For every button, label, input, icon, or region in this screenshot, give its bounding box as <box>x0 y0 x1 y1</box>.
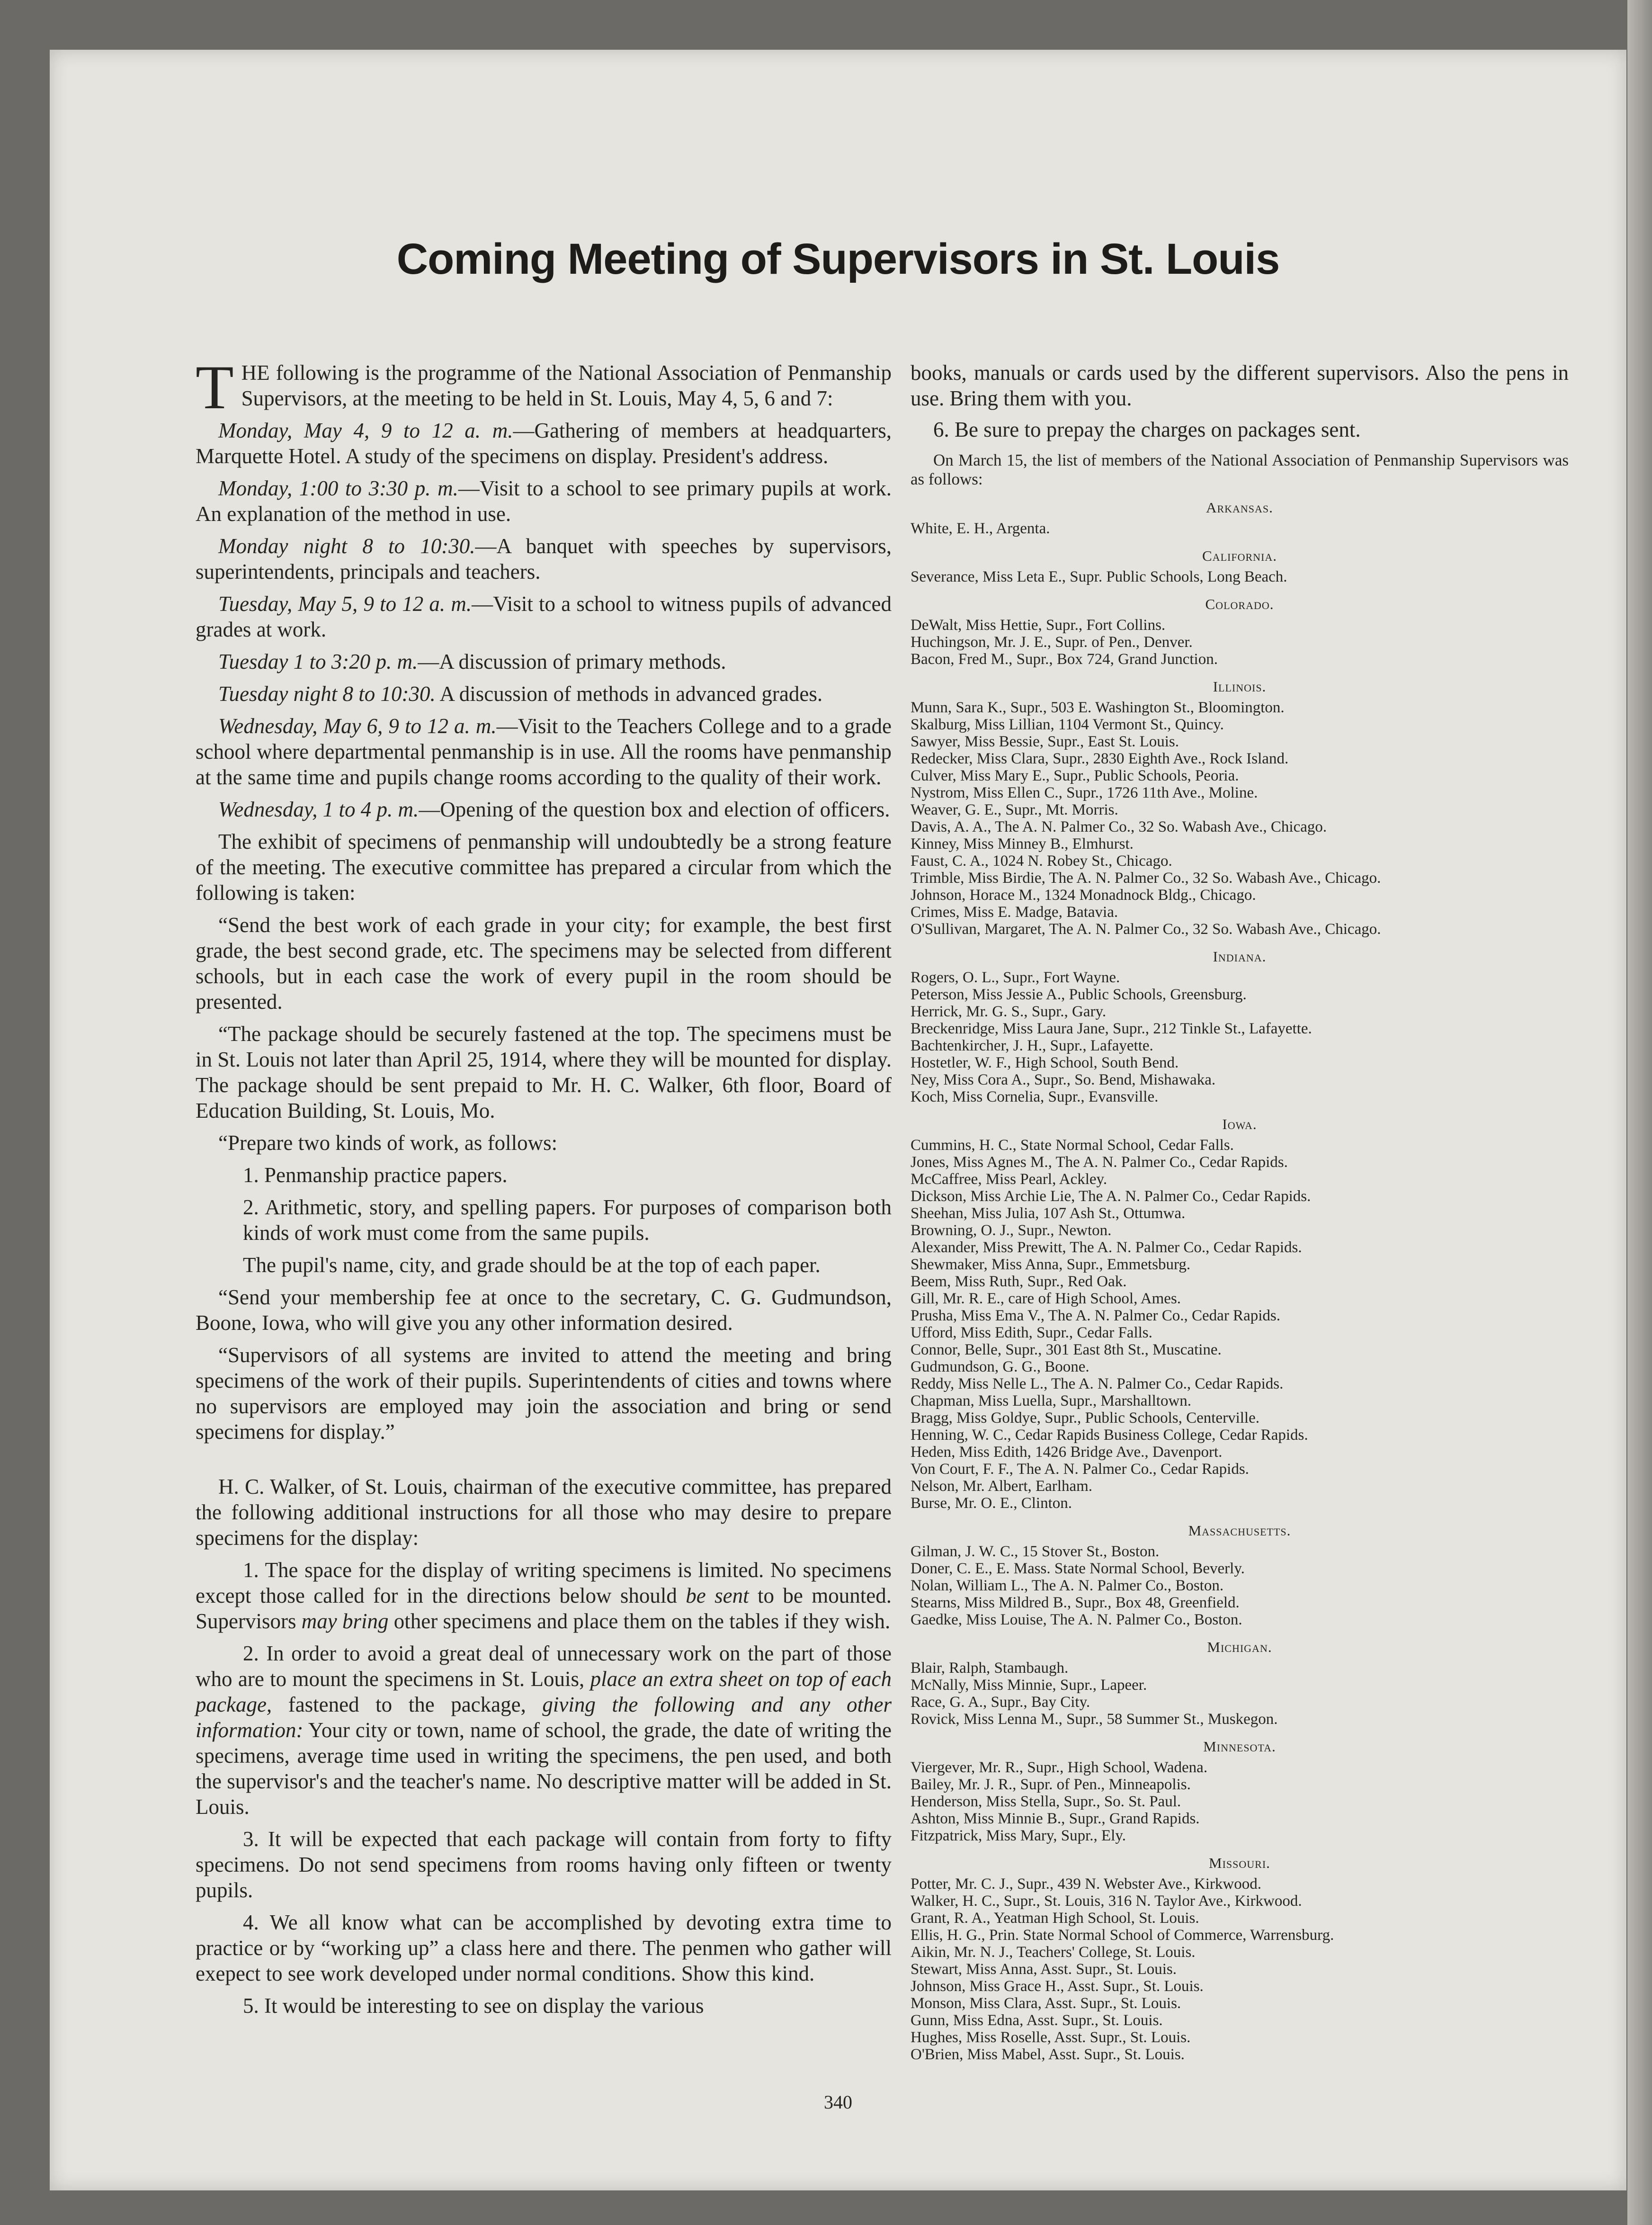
state-heading: Massachusetts. <box>1188 1522 1291 1539</box>
prepare-item-2-note: The pupil's name, city, and grade should be at the top of each paper. <box>243 1253 821 1277</box>
member-entry: Rovick, Miss Lenna M., Supr., 58 Summer St., Muskegon. <box>911 1711 1278 1728</box>
member-entry: Reddy, Miss Nelle L., The A. N. Palmer Co., Cedar Rapids. <box>911 1375 1284 1392</box>
state-member-list <box>911 617 1569 668</box>
state-member-list <box>911 1137 1569 1512</box>
state-member-list <box>911 969 1569 1105</box>
state-heading: Arkansas. <box>1206 499 1273 516</box>
schedule-description: —A banquet with speeches by supervisors, superintendents, principals and teachers. <box>196 534 892 583</box>
state-heading: Illinois. <box>1213 678 1267 695</box>
state-member-list <box>911 1543 1569 1628</box>
member-entry: Gilman, J. W. C., 15 Stover St., Boston. <box>911 1543 1160 1560</box>
schedule-description: —Visit to the Teachers College and to a grade school where departmental penmanship is in use. All the rooms have penmanship at the same time and pupils change rooms according to the quality of their work. <box>196 714 892 789</box>
member-entry: Henderson, Miss Stella, Supr., So. St. Paul. <box>911 1793 1181 1810</box>
member-entry: McCaffree, Miss Pearl, Ackley. <box>911 1171 1107 1188</box>
member-entry: Herrick, Mr. G. S., Supr., Gary. <box>911 1003 1107 1020</box>
schedule-entry <box>196 591 892 642</box>
schedule-time: Tuesday, May 5, 9 to 12 a. m. <box>218 592 472 616</box>
member-entry: Kinney, Miss Minney B., Elmhurst. <box>911 835 1134 852</box>
member-entry: Rogers, O. L., Supr., Fort Wayne. <box>911 969 1120 986</box>
member-entry: Nolan, William L., The A. N. Palmer Co., Boston. <box>911 1577 1224 1594</box>
member-entry: Stewart, Miss Anna, Asst. Supr., St. Louis. <box>911 1961 1177 1978</box>
schedule-time: Wednesday, 1 to 4 p. m. <box>218 798 419 821</box>
member-entry: Grant, R. A., Yeatman High School, St. Louis. <box>911 1910 1199 1927</box>
instruction-2: 2. In order to avoid a great deal of unnecessary work on the part of those who are to mount the specimens in St. Louis, place an extra sheet on top of each package, fastened to the package, giving the following and any other information: Your city or town, name of school, the grade, the date of writing the specimens, average time used in writing the specimens, the pen used, and both the supervisor's and the teacher's name. No descriptive matter will be added in St. Louis. <box>196 1642 892 1819</box>
member-entry: Browning, O. J., Supr., Newton. <box>911 1222 1112 1239</box>
member-entry: Ufford, Miss Edith, Supr., Cedar Falls. <box>911 1324 1152 1341</box>
state-member-list <box>911 1759 1569 1844</box>
schedule-time: Monday, May 4, 9 to 12 a. m. <box>218 419 513 442</box>
schedule-time: Tuesday night 8 to 10:30. <box>218 682 436 706</box>
member-entry: Chapman, Miss Luella, Supr., Marshalltown. <box>911 1392 1192 1409</box>
prepare-item-2: 2. Arithmetic, story, and spelling papers. For purposes of comparison both kinds of work must come from the same pupils. <box>243 1195 892 1245</box>
member-entry: Sheehan, Miss Julia, 107 Ash St., Ottumwa. <box>911 1205 1186 1222</box>
member-entry: Beem, Miss Ruth, Supr., Red Oak. <box>911 1273 1127 1290</box>
member-entry: Munn, Sara K., Supr., 503 E. Washington St., Bloomington. <box>911 699 1285 716</box>
instruction-5: 5. It would be interesting to see on display the various <box>243 1994 704 2018</box>
member-entry: Breckenridge, Miss Laura Jane, Supr., 212 Tinkle St., Lafayette. <box>911 1020 1312 1037</box>
member-entry: Aikin, Mr. N. J., Teachers' College, St. Louis. <box>911 1944 1196 1961</box>
schedule-description: —A discussion of primary methods. <box>418 650 726 673</box>
schedule-time: Monday, 1:00 to 3:30 p. m. <box>218 476 458 500</box>
member-entry: Bragg, Miss Goldye, Supr., Public Schools, Centerville. <box>911 1409 1259 1427</box>
member-entry: Potter, Mr. C. J., Supr., 439 N. Webster Ave., Kirkwood. <box>911 1875 1261 1893</box>
schedule-description: —Opening of the question box and election of officers. <box>419 798 890 821</box>
left-column <box>196 352 892 2025</box>
article-title: Coming Meeting of Supervisors in St. Louis <box>396 235 1280 283</box>
member-entry: White, E. H., Argenta. <box>911 520 1050 537</box>
state-heading: Michigan. <box>1207 1639 1272 1655</box>
book-spine-shadow <box>1627 0 1652 2225</box>
member-entry: Koch, Miss Cornelia, Supr., Evansville. <box>911 1088 1159 1105</box>
member-entry: Gunn, Miss Edna, Asst. Supr., St. Louis. <box>911 2012 1163 2029</box>
member-entry: Gudmundson, G. G., Boone. <box>911 1358 1089 1375</box>
member-entry: Bachtenkircher, J. H., Supr., Lafayette. <box>911 1037 1153 1054</box>
member-entry: Nystrom, Miss Ellen C., Supr., 1726 11th Ave., Moline. <box>911 784 1258 801</box>
member-entry: Peterson, Miss Jessie A., Public Schools, Greensburg. <box>911 986 1247 1003</box>
member-entry: Bacon, Fred M., Supr., Box 724, Grand Junction. <box>911 651 1218 668</box>
schedule-time: Wednesday, May 6, 9 to 12 a. m. <box>218 714 497 738</box>
continued-paragraph: books, manuals or cards used by the different supervisors. Also the pens in use. Bring them with you. <box>911 361 1569 410</box>
member-entry: Severance, Miss Leta E., Supr. Public Schools, Long Beach. <box>911 568 1287 585</box>
member-entry: Johnson, Horace M., 1324 Monadnock Bldg., Chicago. <box>911 887 1256 904</box>
schedule-entry <box>196 713 892 790</box>
schedule-description: —Gathering of members at headquarters, Marquette Hotel. A study of the specimens on display. President's address. <box>196 419 892 468</box>
schedule-entry <box>196 649 892 674</box>
state-heading: Missouri. <box>1209 1855 1270 1871</box>
member-entry: Von Court, F. F., The A. N. Palmer Co., Cedar Rapids. <box>911 1461 1249 1478</box>
member-entry: Blair, Ralph, Stambaugh. <box>911 1660 1069 1677</box>
schedule-list <box>196 418 892 822</box>
member-entry: Connor, Belle, Supr., 301 East 8th St., Muscatine. <box>911 1341 1222 1358</box>
schedule-entry <box>196 533 892 584</box>
walker-paragraph: H. C. Walker, of St. Louis, chairman of the executive committee, has prepared the following additional instructions for all those who may desire to prepare specimens for the display: <box>196 1475 892 1550</box>
member-entry: Culver, Miss Mary E., Supr., Public Schools, Peoria. <box>911 767 1239 784</box>
right-column <box>911 360 1569 2063</box>
member-entry: Walker, H. C., Supr., St. Louis, 316 N. Taylor Ave., Kirkwood. <box>911 1893 1302 1910</box>
schedule-entry <box>196 476 892 527</box>
schedule-description: —Visit to a school to witness pupils of advanced grades at work. <box>196 592 892 641</box>
package-paragraph: “The package should be securely fastened at the top. The specimens must be in St. Louis not later than April 25, 1914, where they will be mounted for display. The package should be sent prepaid to Mr. H. C. Walker, 6th floor, Board of Education Building, St. Louis, Mo. <box>196 1022 892 1122</box>
state-heading: Iowa. <box>1222 1116 1257 1132</box>
send-paragraph: “Send the best work of each grade in your city; for example, the best first grade, the best second grade, etc. The specimens may be selected from different schools, but in each case the work of every pupil in the room should be presented. <box>196 913 892 1014</box>
member-entry: Race, G. A., Supr., Bay City. <box>911 1694 1090 1711</box>
member-entry: Cummins, H. C., State Normal School, Cedar Falls. <box>911 1137 1234 1154</box>
member-entry: DeWalt, Miss Hettie, Supr., Fort Collins. <box>911 617 1166 634</box>
state-member-list <box>911 1875 1569 2063</box>
invite-paragraph: “Supervisors of all systems are invited to attend the meeting and bring specimens of the work of their pupils. Superintendents of cities and towns where no supervisors are employed may join the association and bring or send specimens for display.” <box>196 1343 892 1444</box>
member-entry: O'Sullivan, Margaret, The A. N. Palmer Co., 32 So. Wabash Ave., Chicago. <box>911 921 1381 938</box>
member-entry: Davis, A. A., The A. N. Palmer Co., 32 So. Wabash Ave., Chicago. <box>911 818 1327 835</box>
state-heading: Colorado. <box>1205 596 1274 612</box>
member-entry: Burse, Mr. O. E., Clinton. <box>911 1495 1072 1512</box>
member-entry: Stearns, Miss Mildred B., Supr., Box 48, Greenfield. <box>911 1594 1240 1611</box>
member-entry: Faust, C. A., 1024 N. Robey St., Chicago. <box>911 852 1172 870</box>
member-entry: Johnson, Miss Grace H., Asst. Supr., St. Louis. <box>911 1978 1204 1995</box>
schedule-description: —Visit to a school to see primary pupils at work. An explanation of the method in use. <box>196 476 892 526</box>
member-entry: Viergever, Mr. R., Supr., High School, Wadena. <box>911 1759 1208 1776</box>
member-entry: Prusha, Miss Ema V., The A. N. Palmer Co., Cedar Rapids. <box>911 1307 1280 1324</box>
state-member-list <box>911 699 1569 938</box>
schedule-time: Monday night 8 to 10:30. <box>218 534 475 558</box>
schedule-entry <box>196 681 892 707</box>
member-entry: Sawyer, Miss Bessie, Supr., East St. Louis. <box>911 733 1179 750</box>
fee-paragraph: “Send your membership fee at once to the secretary, C. G. Gudmundson, Boone, Iowa, who will give you any other information desired. <box>196 1285 892 1335</box>
schedule-entry <box>196 418 892 469</box>
member-entry: Ney, Miss Cora A., Supr., So. Bend, Mishawaka. <box>911 1071 1216 1088</box>
drop-cap: T <box>196 352 234 422</box>
member-entry: Monson, Miss Clara, Asst. Supr., St. Louis. <box>911 1995 1181 2012</box>
member-entry: Gill, Mr. R. E., care of High School, Ames. <box>911 1290 1181 1307</box>
member-entry: Henning, W. C., Cedar Rapids Business College, Cedar Rapids. <box>911 1427 1308 1444</box>
member-entry: Redecker, Miss Clara, Supr., 2830 Eighth Ave., Rock Island. <box>911 750 1289 767</box>
intro-paragraph: THE following is the programme of the National Association of Penmanship Supervisors, at the meeting to be held in St. Louis, May 4, 5, 6 and 7: <box>196 352 892 422</box>
instruction-3: 3. It will be expected that each package will contain from forty to fifty specimens. Do not send specimens from rooms having only fifteen or twenty pupils. <box>196 1827 892 1902</box>
member-entry: Hostetler, W. F., High School, South Bend. <box>911 1054 1179 1071</box>
member-entry: Dickson, Miss Archie Lie, The A. N. Palmer Co., Cedar Rapids. <box>911 1188 1311 1205</box>
state-member-list <box>911 568 1569 585</box>
member-entry: Ashton, Miss Minnie B., Supr., Grand Rapids. <box>911 1810 1200 1827</box>
page-number: 340 <box>824 2091 852 2113</box>
state-member-list <box>911 520 1569 537</box>
schedule-description: A discussion of methods in advanced grades. <box>435 682 823 706</box>
member-entry: Fitzpatrick, Miss Mary, Supr., Ely. <box>911 1827 1126 1844</box>
member-entry: O'Brien, Miss Mabel, Asst. Supr., St. Louis. <box>911 2046 1185 2063</box>
member-list-intro: On March 15, the list of members of the National Association of Penmanship Supervisors was as follows: <box>911 451 1569 488</box>
instruction-4: 4. We all know what can be accomplished by devoting extra time to practice or by “working up” a class here and there. The penmen who gather will exepect to see work developed under normal conditions. Show this kind. <box>196 1911 892 1985</box>
schedule-time: Tuesday 1 to 3:20 p. m. <box>218 650 418 673</box>
member-entry: Trimble, Miss Birdie, The A. N. Palmer Co., 32 So. Wabash Ave., Chicago. <box>911 870 1381 887</box>
member-list <box>911 499 1569 2063</box>
member-entry: Skalburg, Miss Lillian, 1104 Vermont St., Quincy. <box>911 716 1224 733</box>
member-entry: Bailey, Mr. J. R., Supr. of Pen., Minneapolis. <box>911 1776 1191 1793</box>
schedule-entry <box>196 797 892 822</box>
state-heading: Indiana. <box>1213 948 1267 965</box>
state-heading: Minnesota. <box>1203 1738 1276 1755</box>
member-entry: McNally, Miss Minnie, Supr., Lapeer. <box>911 1677 1147 1694</box>
magazine-page <box>50 50 1626 2190</box>
exhibit-paragraph: The exhibit of specimens of penmanship will undoubtedly be a strong feature of the meeting. The executive committee has prepared a circular from which the following is taken: <box>196 830 892 905</box>
member-entry: Gaedke, Miss Louise, The A. N. Palmer Co., Boston. <box>911 1611 1242 1628</box>
instruction-6: 6. Be sure to prepay the charges on packages sent. <box>933 418 1361 441</box>
member-entry: Huchingson, Mr. J. E., Supr. of Pen., Denver. <box>911 634 1193 651</box>
member-entry: Shewmaker, Miss Anna, Supr., Emmetsburg. <box>911 1256 1191 1273</box>
state-heading: California. <box>1202 547 1277 564</box>
member-entry: Doner, C. E., E. Mass. State Normal School, Beverly. <box>911 1560 1245 1577</box>
member-entry: Crimes, Miss E. Madge, Batavia. <box>911 904 1118 921</box>
member-entry: Jones, Miss Agnes M., The A. N. Palmer Co., Cedar Rapids. <box>911 1154 1288 1171</box>
member-entry: Nelson, Mr. Albert, Earlham. <box>911 1478 1093 1495</box>
member-entry: Heden, Miss Edith, 1426 Bridge Ave., Davenport. <box>911 1444 1223 1461</box>
prepare-paragraph: “Prepare two kinds of work, as follows: <box>218 1131 558 1155</box>
instruction-1: 1. The space for the display of writing specimens is limited. No specimens except those called for in the directions below should be sent to be mounted. Supervisors may bring other specimens and place them on the tables if they wish. <box>196 1558 892 1633</box>
member-entry: Weaver, G. E., Supr., Mt. Morris. <box>911 801 1118 818</box>
member-entry: Ellis, H. G., Prin. State Normal School of Commerce, Warrensburg. <box>911 1927 1334 1944</box>
member-entry: Alexander, Miss Prewitt, The A. N. Palmer Co., Cedar Rapids. <box>911 1239 1302 1256</box>
member-entry: Hughes, Miss Roselle, Asst. Supr., St. Louis. <box>911 2029 1191 2046</box>
state-member-list <box>911 1660 1569 1728</box>
prepare-item-1: 1. Penmanship practice papers. <box>243 1163 508 1187</box>
